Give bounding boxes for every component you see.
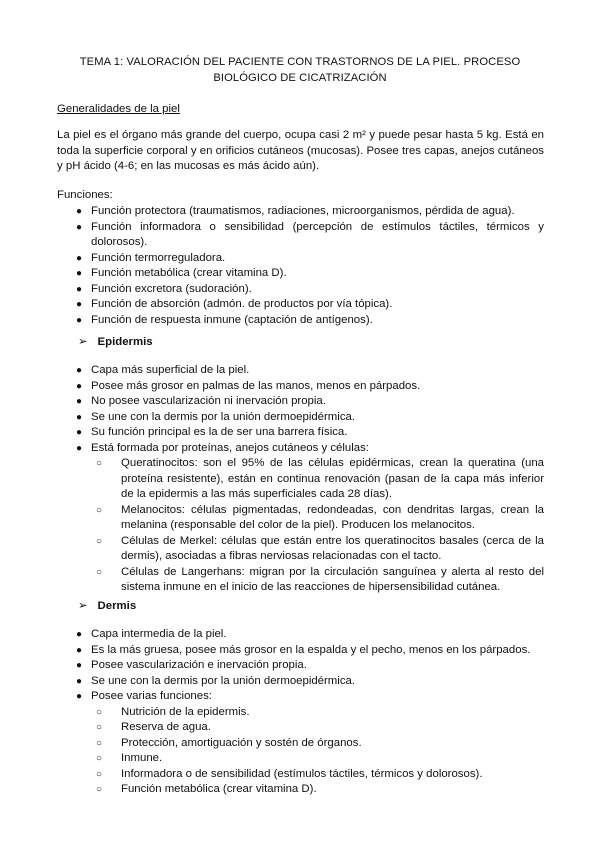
dermis-heading: ➢ Dermis (78, 600, 137, 612)
section-subheading: Generalidades de la piel (57, 103, 180, 115)
sublist-item: ○ Inmune. (91, 751, 544, 767)
dermis-functions-sublist (91, 705, 544, 798)
bullet-icon: ● (76, 660, 83, 671)
sublist-item: ○ Protección, amortiguación y sostén de órganos. (91, 736, 544, 752)
title-line-2: BIOLÓGICO DE CICATRIZACIÓN (213, 71, 387, 84)
list-item: ● Función metabólica (crear vitamina D). (57, 266, 544, 282)
sublist-item: ○ Células de Merkel: células que están entre los queratinocitos basales (cerca de la dermis), asociadas a fibras nerviosas relacionadas con el tacto. (96, 534, 544, 562)
list-item: ● Función protectora (traumatismos, radiaciones, microorganismos, pérdida de agua). (57, 204, 544, 220)
sublist-item: ○ Nutrición de la epidermis. (91, 705, 544, 721)
bullet-icon: ● (76, 396, 83, 407)
cells-sublist (91, 456, 544, 596)
intro-paragraph: La piel es el órgano más grande del cuerpo, ocupa casi 2 m² y puede pesar hasta 5 kg. Está en toda la superficie corporal y en orificios cutáneos (mucosas). Posee tres capas, anejos cutáneos y pH ácido (4-6; en las mucosas es más ácido aún). (57, 129, 544, 172)
list-item: ● Posee varias funciones: ○ Nutrición de la epidermis. ○ Reserva de agua. ○ Protección, amortiguación y sostén de órganos. ○ Inmune. ○ Informadora o de sensibilidad (estímulos táctiles, térmicos y dolorosos). ○ Función metabólica (crear vitamina D). (57, 689, 544, 798)
list-item: ● Es la más gruesa, posee más grosor en la espalda y el pecho, menos en los párpados. (57, 643, 544, 659)
bullet-icon: ● (76, 268, 83, 279)
bullet-icon: ● (76, 221, 83, 233)
sublist-item: ○ Función metabólica (crear vitamina D). (91, 782, 544, 798)
bullet-icon: ● (76, 644, 83, 656)
title-line-1: TEMA 1: VALORACIÓN DEL PACIENTE CON TRASTORNOS DE LA PIEL. PROCESO (79, 56, 521, 68)
list-item: ● No posee vascularización ni inervación propia. (57, 394, 544, 410)
bullet-icon: ● (76, 427, 83, 438)
bullet-icon: ● (76, 314, 83, 326)
bullet-icon: ● (76, 380, 83, 392)
list-item: ● Su función principal es la de ser una barrera física. (57, 425, 544, 441)
funciones-list (57, 204, 544, 328)
circle-bullet-icon: ○ (96, 706, 103, 718)
circle-bullet-icon: ○ (96, 784, 103, 795)
circle-bullet-icon: ○ (96, 737, 103, 749)
circle-bullet-icon: ○ (96, 458, 103, 469)
bullet-icon: ● (76, 411, 83, 423)
list-item: ● Posee vascularización e inervación propia. (57, 658, 544, 674)
bullet-icon: ● (76, 365, 83, 376)
circle-bullet-icon: ○ (96, 753, 103, 764)
bullet-icon: ● (76, 675, 83, 687)
list-item: ● Función informadora o sensibilidad (percepción de estímulos táctiles, térmicos y dolorosos). (76, 220, 544, 248)
bullet-icon: ● (76, 252, 83, 264)
sublist-item: ○ Células de Langerhans: migran por la circulación sanguínea y alerta al resto del sistema inmune en el inicio de las reacciones de hipersensibilidad cutánea. (96, 565, 544, 593)
epidermis-heading: ➢ Epidermis (78, 336, 153, 348)
list-item: ● Función de absorción (admón. de productos por vía tópica). (57, 297, 544, 313)
list-item: ● Se une con la dermis por la unión dermoepidérmica. (57, 410, 544, 426)
list-item: ● Función de respuesta inmune (captación de antígenos). (57, 313, 544, 329)
bullet-icon: ● (76, 442, 83, 454)
bullet-icon: ● (76, 299, 83, 310)
circle-bullet-icon: ○ (96, 566, 103, 578)
list-item: ● Capa intermedia de la piel. (57, 627, 544, 643)
bullet-icon: ● (76, 206, 83, 217)
sublist-item: ○ Informadora o de sensibilidad (estímulos táctiles, térmicos y dolorosos). (91, 767, 544, 783)
circle-bullet-icon: ○ (96, 768, 103, 780)
circle-bullet-icon: ○ (96, 535, 103, 547)
sublist-item: ○ Melanocitos: células pigmentadas, redondeadas, con dendritas largas, crean la melanina (responsable del color de la piel). Producen los melanocitos. (96, 503, 544, 531)
epidermis-list (57, 363, 544, 596)
bullet-icon: ● (76, 283, 83, 295)
list-item: ● Se une con la dermis por la unión dermoepidérmica. (57, 674, 544, 690)
sublist-item: ○ Reserva de agua. (91, 720, 544, 736)
arrow-bullet-icon: ➢ (78, 600, 88, 612)
funciones-label: Funciones: (57, 189, 113, 201)
bullet-icon: ● (76, 691, 83, 702)
list-item: ● Está formada por proteínas, anejos cutáneos y células: ○ Queratinocitos: son el 95% de las células epidérmicas, crean la queratina (una proteína resistente), están en continua renovación (pasan de la capa más inferior de la epidermis a las más superficiales cada 28 días). ○ Melanocitos: células pigmentadas, redondeadas, con dendritas largas, crean la melanina (responsable del color de la piel). Producen los melanocitos. ○ Células de Merkel: células que están entre los queratinocitos basales (cerca de la dermis), asociadas a fibras nerviosas relacionadas con el tacto. ○ Células de Langerhans: migran por la circulación sanguínea y alerta al resto del sistema inmune en el inicio de las reacciones de hipersensibilidad cutánea. (57, 441, 544, 596)
list-item: ● Función termorreguladora. (57, 251, 544, 267)
bullet-icon: ● (76, 629, 83, 640)
dermis-list (57, 627, 544, 798)
list-item: ● Capa más superficial de la piel. (57, 363, 544, 379)
circle-bullet-icon: ○ (96, 722, 103, 733)
list-item: ● Posee más grosor en palmas de las manos, menos en párpados. (57, 379, 544, 395)
document-title (60, 55, 540, 86)
circle-bullet-icon: ○ (96, 504, 103, 516)
sublist-item: ○ Queratinocitos: son el 95% de las células epidérmicas, crean la queratina (una proteína resistente), están en continua renovación (pasan de la capa más inferior de la epidermis a las más superficiales cada 28 días). (96, 457, 544, 500)
arrow-bullet-icon: ➢ (78, 336, 88, 348)
list-item: ● Función excretora (sudoración). (57, 282, 544, 298)
